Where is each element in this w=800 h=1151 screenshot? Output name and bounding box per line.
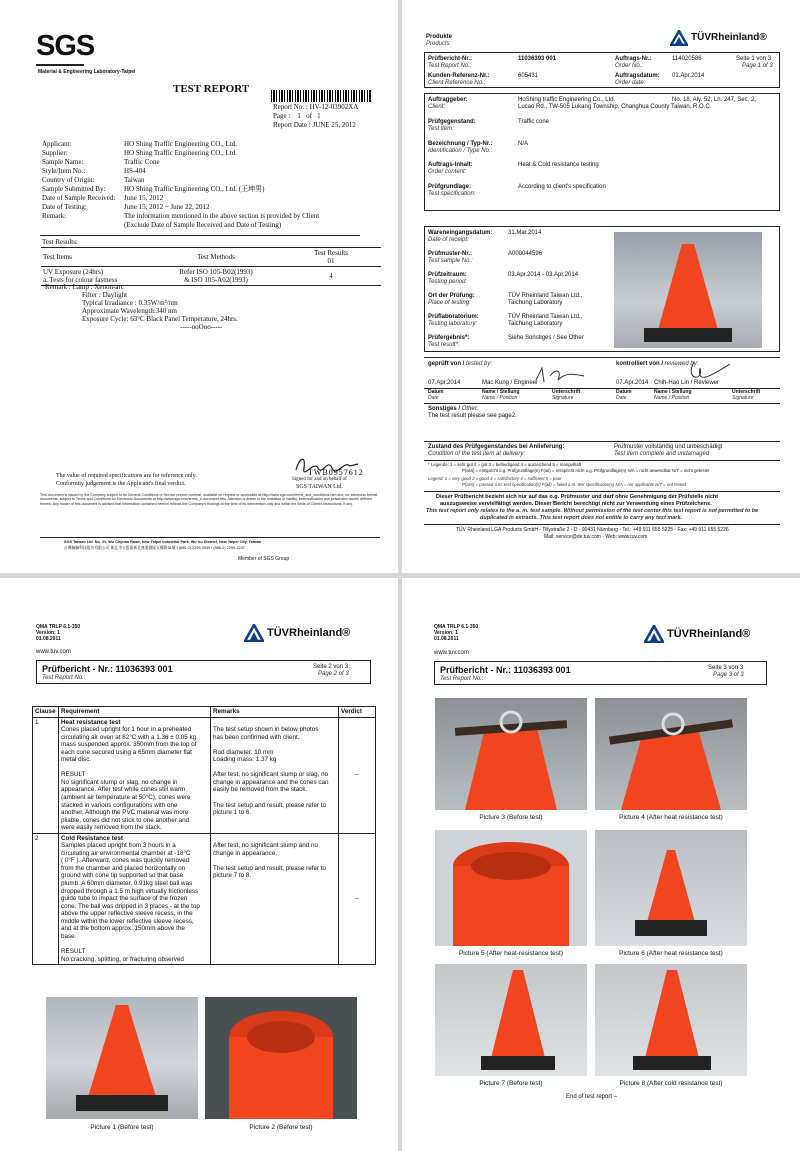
clause-1: 1 [33,717,59,833]
testing-lab-2: Taichung Laboratory [508,321,563,327]
client-name: HoShing traffic Engineering Co., Ltd. [518,97,616,103]
label-en: Test sample No.: [428,258,473,264]
field-label: Date of Testing: [42,203,87,211]
tuv-brand: TÜVRheinland® [667,628,751,640]
remark-line: After test, no significant slump and no [213,842,319,850]
report-date-row: Report Date : JUNE 25, 2012 [273,121,356,129]
other-label: Sonstiges / Other: [428,406,479,412]
form-number: QMA TRLP 6.1-350 [434,624,479,630]
cone-top-image [205,997,357,1119]
col-remarks: Remarks [211,707,339,718]
th-methods: Test Methods [197,253,235,261]
req-line: stacked in various configurations with one [61,801,178,809]
label-en: Test result*: [428,342,460,348]
sig-col: Name / Position [654,395,690,401]
req-line: each cone secured using a 65mm diameter flat [61,748,192,756]
divider [424,524,780,525]
label-en: Order No.: [615,63,644,69]
other-text: The test result please see page2. [428,413,517,419]
disclaimer-de-1: Dieser Prüfbericht bezieht sich nur auf das o.g. Prüfmuster und darf ohne Genehmigung der Prüfstelle nicht [436,494,719,500]
label-en: Order date: [615,80,646,86]
condition-value-de: Prüfmuster vollständig und unbeschädigt [614,444,723,450]
page-number: Page 3 of 3 [713,672,744,678]
products-label: Products [426,41,450,47]
clauses-table [32,706,376,965]
remark-line: Typical Irradiance : 0.35W/m²/nm [82,299,178,307]
field-value: June 15, 2012 ~ June 22, 2012 [124,203,210,211]
sgs-report-title: TEST REPORT [173,83,250,95]
caption-picture-4: Picture 4 (After heat resistance test) [619,814,723,821]
type-no: N/A [518,141,529,147]
test-spec: According to client's specification [518,184,606,190]
col-verdict: Verdict [339,707,376,718]
label-de: Ort der Prüfung: [428,293,475,299]
report-number: 11036393 001 [518,56,557,62]
remark-line: easily be removed from the stack. [213,786,308,794]
form-number: QMA TRLP 6.1-350 [36,624,81,630]
label-de: Bezeichnung / Typ-Nr.: [428,141,493,147]
req-line: Cones placed upright for 1 hour in a preheated [61,726,192,734]
req-line: appearance. After test while cones still warm [61,786,186,794]
req-line: from the chamber and placed horizontally on [61,864,186,872]
field-value: HO Shing Traffic Engineering CO., Ltd. [124,140,238,148]
legend-line: P(ass) = passed a.m. test specification(s) F(ail) = failed a.m. test specification(s) N/A = not applicable N/T = not tested [462,482,686,487]
field-value: June 15, 2012 [124,194,164,202]
remark-line: picture 7 to 8. [213,872,252,880]
label-en: Date of receipt: [428,237,469,243]
sgs-test-report-page [0,0,398,573]
req-line: No cracking, splitting, or fracturing observed [61,955,184,963]
report-title: Prüfbericht - Nr.: 11036393 001 [440,665,571,675]
sig-col: Signature [732,395,754,401]
order-number: 114020586 [672,56,702,62]
label-en: Client Reference No.: [428,80,486,86]
order-date: 01.Apr.2014 [672,73,705,79]
signature-tester [532,366,592,386]
row-colour: a. Tests for colour fastness [43,276,118,284]
page-number: Page 1 of 3 [742,63,773,69]
legend-line: P(ass) = entspricht o.g. Prüfgrundlage(n) F(ail) = entspricht nicht o.g. Prüfgrundlage(n) N/A = nicht anwendbar N/T = nicht getestet [462,468,710,473]
divider [424,491,780,492]
req-line: guide tube to impact the surface of the frozen [61,895,188,903]
req-line: mass suspended approx. 350mm from the top of [61,741,197,749]
report-no: HV-12-03902XA [309,103,359,111]
tuv-triangle-icon [644,625,664,643]
field-label: Date of Sample Received: [42,194,116,202]
picture-1 [46,997,198,1119]
field-value: (Exclude Date of Sample Received and Date of Testing) [124,221,282,229]
testing-period: 03.Apr.2014 - 03.Apr.2014 [508,272,579,278]
picture-3 [435,698,587,810]
label-de: Auftragsdatum: [615,73,660,79]
field-value: HO Shing Traffic Engineering CO., Ltd. (王坤男) [124,185,265,193]
produkte-label: Produkte [426,34,453,40]
page-number: Page 2 of 3 [318,671,349,677]
cone-rod-image [595,698,747,810]
label-de: Wareneingangsdatum: [428,230,493,236]
result-value: 4 [329,272,333,280]
caption-picture-2: Picture 2 (Before test) [249,1124,313,1131]
label-de: Prüflaboratorium: [428,314,479,320]
req-line: circulating air environmental chamber at -18°C [61,849,191,857]
form-version: Version: 1 [36,630,60,636]
cold-test-heading: Cold Resistance test [61,834,123,842]
field-label: Supplier: [42,149,68,157]
req-line: dropped through a 1.5 m high virtually frictionless [61,887,199,895]
sgs-address-1: SGS Taiwan Ltd. No. 31, Wu Chyuan Road, New Taipei Industrial Park, Wu Ku District, New Taipei City, Taiwan [64,540,262,544]
label-en: Order content: [428,169,467,175]
testing-lab: TÜV Rheinland Taiwan Ltd., [508,314,583,320]
label-de: Prüfzeitraum: [428,272,467,278]
sgs-member: Member of SGS Group [238,556,290,562]
test-item: Traffic cone [518,119,550,125]
label-de: Prüfergebnis*: [428,335,470,341]
place-testing: TÜV Rheinland Taiwan Ltd., [508,293,583,299]
field-label: Applicant: [42,140,72,148]
condition-value-en: Test item complete and undamaged [614,451,710,457]
tested-date: 07.Apr.2014 [428,380,461,386]
client-ref: 605431 [518,73,539,79]
tuv-web: www.tuv.com [36,649,71,655]
caption-picture-1: Picture 1 (Before test) [90,1124,154,1131]
req-line: RESULT [61,771,86,779]
caption-picture-6: Picture 6 (After heat resistance test) [619,950,723,957]
picture-2 [205,997,357,1119]
req-line: cone. The ball was dripped in 3 places - at the top [61,902,200,910]
remark-line: Approximate Wavelength:340 nm [82,307,177,315]
label-de: Prüfbericht-Nr.: [428,56,473,62]
remark-line: change in appearance. [213,849,278,857]
form-version: Version: 1 [434,630,458,636]
sig-col: Name / Stellung [482,389,520,395]
disclaimer-en-1: This test report only relates to the a. m. test sample. Without permission of the test center this test report is not permitted to be [426,508,759,514]
sgs-logo-underline [36,64,84,66]
sig-col: Unterschrift [732,389,761,395]
end-mark: -----ooOoo----- [180,323,223,331]
remark-line: Loading mass: 1.37 kg [213,756,277,764]
req-line: base. [61,932,77,940]
divider [424,388,780,389]
req-line: plumb. A 60mm diameter, 0.91kg steel ball was [61,880,193,888]
field-value: HS-404 [124,167,146,175]
method-2: & ISO 105-A02(1993) [184,276,248,284]
tw-number: TWB0957612 [308,468,364,477]
place-testing-2: Taichung Laboratory [508,300,563,306]
tuv-brand: TÜVRheinland® [691,32,767,43]
divider [40,235,360,236]
cone-image [46,997,198,1119]
signed-for: Signed for and on behalf of [292,477,347,482]
sig-col: Unterschrift [552,389,581,395]
remark-line: Exposure Cycle: 63°C Black Panel Temperature, 24hrs. [82,315,238,323]
tuv-web: www.tuv.com [434,650,469,656]
sig-col: Name / Stellung [654,389,692,395]
cone-image [435,964,587,1076]
label-en: Identification / Type No.: [428,148,493,154]
req-line: RESULT [61,947,86,955]
condition-label-de: Zustand des Prüfgegenstandes bei Anlieferung: [428,444,565,450]
divider [424,357,780,358]
note-conformity: Conformity judgement is the Applicant's final verdict. [56,481,186,487]
tuv-brand: TÜVRheinland® [267,627,351,639]
sgs-company: SGS TAIWAN Ltd. [296,484,343,490]
disclaimer-de-2: auszugsweise vervielfältigt werden. Dieser Bericht berechtigt nicht zur Verwendung eines Prüfzeichens. [440,501,712,507]
legend-line: Legend: 1 = very good 2 = good 3 = satisfactory 4 = sufficient 5 = poor [428,476,562,481]
label-de: Prüfgrundlage: [428,184,471,190]
picture-8 [595,964,747,1076]
picture-4 [595,698,747,810]
field-value: HO Shing Traffic Engineering CO., Ltd. [124,149,238,157]
cone-photo-front [614,232,762,348]
report-title-en: Test Report No.: [42,675,86,681]
req-line: circulating air oven at 82°C with a 1.36 ± 0.05 kg [61,733,197,741]
cone-top-image [435,830,587,946]
divider [40,537,380,538]
sig-col: Date [616,395,627,401]
page-row: Page : 1 of 1 [273,112,321,120]
reviewed-date: 07.Apr.2014 [616,380,649,386]
field-label: Sample Name: [42,158,84,166]
label-en: Test Report No.: [428,63,472,69]
sgs-address-2: 台灣檢驗科技股份有限公司 新北市五股區新北產業園區五權路31號 t (886-2) 2299-3939 f (886-2) 2299-3237 [64,546,245,550]
req-line: metal disc. [61,756,92,764]
th-results: Test Results [314,249,348,257]
method-1: Refer ISO 105-B02(1993) [179,268,253,276]
sgs-logo: SGS [36,30,95,62]
seite: Seite 1 von 3 [736,56,772,62]
sig-col: Signature [552,395,574,401]
label-en: Client: [428,104,446,110]
verdict-2: -- [339,833,376,964]
tuv-report-page-1 [402,0,800,573]
sig-col: Date [428,395,439,401]
label-de: Auftrags-Nr.: [615,56,652,62]
test-results-label: Test Results: [42,238,78,246]
picture-7 [435,964,587,1076]
note-reference: The value of required specifications are for reference only. [56,473,197,479]
req-line: another. Although the PVC material was more [61,809,189,817]
row-uv: UV Exposure (24hrs) [43,268,104,276]
req-line: pliable, cones did not stick to one another and [61,816,190,824]
remark-line: After test, no significant slump or slag, no [213,771,329,779]
req-line: ( 0°F ). Afterward, cones was quickly removed [61,857,190,865]
remark-line: Rod diameter: 10 mm [213,748,274,756]
clause-2: 2 [33,833,59,964]
sig-col: Name / Position [482,395,518,401]
label-de: Kunden-Referenz-Nr.: [428,73,490,79]
tuv-triangle-icon [244,624,264,642]
caption-picture-5: Picture 5 (After heat-resistance test) [458,950,564,957]
sgs-lab-name: Material & Engineering Laboratory-Taipei [38,69,136,75]
picture-5 [435,830,587,946]
legend-line: * Legende: 1 = sehr gut 2 = gut 3 = befriedigend 4 = ausreichend 5 = mangelhaft [428,462,582,467]
tested-by: geprüft von / tested by: [428,361,493,367]
receipt-date: 31.Mar.2014 [508,230,542,236]
end-of-report: End of test report – [566,1094,618,1100]
tested-name: Mac Kung / Engineer [482,380,539,386]
field-label: Sample Submitted By: [42,185,106,193]
col-requirement: Requirement [59,707,211,718]
label-en: Place of testing: [428,300,471,306]
reviewed-name: Chih-Hao Lin / Reviewer [654,380,720,386]
barcode [271,90,371,102]
cone-rod-image [435,698,587,810]
reviewed-by: kontrolliert von / reviewed by: [616,361,699,367]
caption-picture-8: Picture 8 (After cold resistance test) [619,1080,723,1087]
remark-line: The test setup and result, please refer to [213,801,327,809]
field-value: The information mentioned in the above section is provided by Client [124,212,320,220]
label-de: Prüfmuster-Nr.: [428,251,473,257]
sig-col: Datum [616,389,632,395]
form-date: 01.08.2011 [434,636,459,642]
remark-line: Filter : Daylight [82,291,128,299]
form-date: 01.08.2011 [36,636,61,642]
req-line: ground with cone tip supported so that base [61,872,184,880]
footer-address: TÜV Rheinland LGA Products GmbH - Tillystraße 2 - D - 90431 Nürnberg - Tel.: +49 911 655 5225 - Fax: +49 911 655 5226 [456,527,729,533]
remark-line: has been confirmed with client. [213,733,300,741]
label-en: Test specification: [428,191,476,197]
seite: Seite 3 von 3 [708,665,744,671]
field-label: Remark: [42,212,67,220]
sig-col: Datum [428,389,444,395]
req-line: above the upper reflective sleeve recess, in the [61,910,193,918]
picture-6 [595,830,747,946]
th-items: Test Items [43,253,72,261]
divider [424,460,780,461]
req-line: Samples placed upright from 3 hours in a [61,842,176,850]
signature-carlo [292,454,362,476]
client-address-2: Lucao Rd., TW-505 Lukang Township, Changhua County Taiwan, R.O.C. [518,104,712,110]
label-en: Test item: [428,126,454,132]
label-de: Prüfgegenstand: [428,119,476,125]
caption-picture-3: Picture 3 (Before test) [479,814,543,821]
req-line: middle within the lower reflective sleeve recess, [61,917,194,925]
sample-no: A000044596 [508,251,543,257]
remark-line: change in appearance and the cones can [213,778,329,786]
field-value: Taiwan [124,176,145,184]
separator-horizontal [0,573,800,578]
seite: Seite 2 von 3 [313,664,349,670]
tuv-report-page-3 [402,578,800,1151]
field-label: Country of Origin: [42,176,95,184]
col-clause: Clause [33,707,59,718]
sgs-results-table [41,247,381,286]
req-line: were easily removed from the stack. [61,824,162,832]
cone-image [595,830,747,946]
field-label: Style/Item No.: [42,167,86,175]
report-title: Prüfbericht - Nr.: 11036393 001 [42,664,173,674]
divider [424,403,780,404]
remark-line: The test setup shown in below photos [213,726,319,734]
report-no-row: Report No. : HV-12-03902XA [273,103,359,111]
divider [424,441,780,442]
condition-label-en: Condition of the test item at delivery: [428,451,526,457]
req-line: and at the bottom approx. 150mm above the [61,925,185,933]
label-de: Auftraggeber: [428,97,468,103]
remark-line: Remark : Lamp : Xenon-arc [45,283,124,291]
disclaimer-en-2: duplicated in extracts. This test report does not entitle to carry any test mark. [480,515,683,521]
fine-print: This document is issued by the Company subject to its General Conditions of Service printed overleaf, available on request or accessible at http://www.sgs.com/terms_and_conditions.htm and, for electronic format documents, subject to Terms and Conditions for Electronic Documents at http://www.sgs.com/terms_e-document.htm. Attention is drawn to the limitation of liability, indemnification and jurisdiction issues defined therein. Any holder of this document is advised that information contained hereon reflects the Company's findings at the time of its intervention only and within the limits of Client's instructions, if any. [40,493,378,506]
footer-contact: Mail: service@de.tuv.com - Web: www.tuv.com [544,534,648,540]
field-value: Traffic Cone [124,158,160,166]
heat-test-heading: Heat resistance test [61,718,121,726]
th-sub: 01 [327,257,335,265]
test-result: Siehe Sonstiges / See Other [508,335,584,341]
remark-line: picture 1 to 6. [213,809,252,817]
tuv-report-page-2 [0,578,398,1151]
cone-image [595,964,747,1076]
req-line: No significant slump or slag, no change in [61,778,178,786]
cone-image [614,232,762,348]
label-en: Testing period: [428,279,468,285]
client-address-1: No. 18, Aly. 52, Ln. 247, Sec. 2, [672,97,756,103]
order-content: Heat & Cold resistance testing [518,162,599,168]
label-en: Testing laboratory: [428,321,478,327]
tuv-triangle-icon [670,30,688,46]
caption-picture-7: Picture 7 (Before test) [479,1080,543,1087]
verdict-1: -- [339,717,376,833]
remark-line: The test setup and result, please refer to [213,864,327,872]
label-de: Auftrags-Inhalt: [428,162,473,168]
req-line: (ambient air temperature at 50°C), cones were [61,794,191,802]
report-title-en: Test Report No.: [440,676,484,682]
